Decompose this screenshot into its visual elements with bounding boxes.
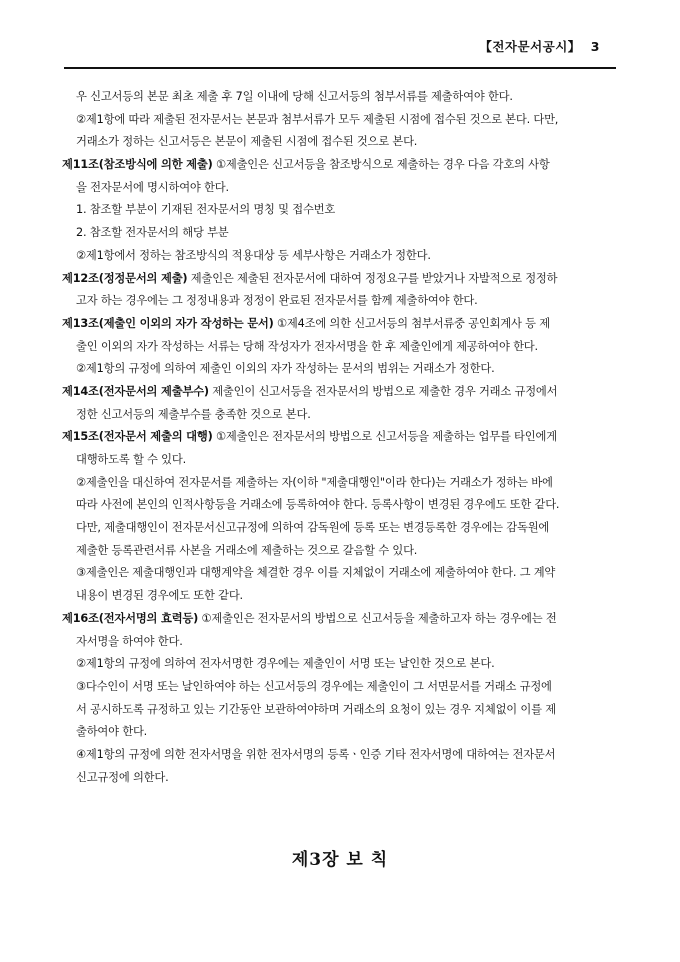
body-text: ①제출인은 전자문서의 방법으로 신고서등을 제출하고자 하는 경우에는 전 (198, 611, 557, 625)
body-line (62, 517, 618, 540)
article-title: 제16조(전자서명의 효력등) (62, 611, 199, 625)
article-title: 제11조(참조방식에 의한 제출) (62, 158, 213, 172)
body-line (62, 449, 618, 472)
article-heading-line (62, 313, 618, 336)
body-line (62, 767, 618, 790)
article-title: 제12조(정정문서의 제출) (62, 271, 188, 285)
running-header (479, 37, 600, 55)
body-line (62, 245, 618, 268)
body-line (62, 86, 618, 109)
article-heading-line (62, 426, 618, 449)
body-line (62, 109, 618, 132)
body-line (62, 540, 618, 563)
article-title: 제15조(전자문서 제출의 대행) (62, 430, 213, 444)
body-text: 1. 참조할 부분이 기재된 전자문서의 명칭 및 접수번호 (76, 203, 336, 217)
body-text: ④제1항의 규정에 의한 전자서명을 위한 전자서명의 등록ㆍ인증 기타 전자서명에 대하여는 전자문서 (76, 747, 556, 761)
document-body (62, 86, 618, 789)
body-line (62, 199, 618, 222)
body-text: 내용이 변경된 경우에도 또한 같다. (76, 589, 243, 603)
body-text: 따라 사전에 본인의 인적사항등을 거래소에 등록하여야 한다. 등록사항이 변경된 경우에도 또한 같다. (76, 498, 560, 512)
body-text: 출인 이외의 자가 작성하는 서류는 당해 작성자가 전자서명을 한 후 제출인에게 제공하여야 한다. (76, 339, 538, 353)
header-rule (64, 67, 616, 69)
chapter-heading: 제3장 보 칙 (291, 850, 389, 870)
body-text: 신고규정에 의한다. (76, 770, 169, 784)
body-text: 2. 참조할 전자문서의 해당 부분 (76, 226, 229, 240)
body-text: 정한 신고서등의 제출부수를 충족한 것으로 본다. (76, 407, 311, 421)
body-text: 대행하도록 할 수 있다. (76, 453, 186, 466)
body-text: 서 공시하도록 규정하고 있는 기간동안 보관하여야하며 거래소의 요청이 있는 경우 지체없이 이를 제 (76, 702, 556, 716)
body-text: ③제출인은 제출대행인과 대행계약을 체결한 경우 이를 지체없이 거래소에 제출하여야 한다. 그 계약 (76, 566, 556, 580)
article-title: 제13조(제출인 이외의 자가 작성하는 문서) (62, 316, 274, 330)
body-line (62, 404, 618, 427)
body-line (62, 336, 618, 359)
body-text: 을 전자문서에 명시하여야 한다. (76, 180, 229, 194)
article-heading-line (62, 381, 618, 404)
body-text: 자서명을 하여야 한다. (76, 634, 183, 648)
body-text: ①제출인은 전자문서의 방법으로 신고서등을 제출하는 업무를 타인에게 (212, 430, 557, 444)
body-text: 우 신고서등의 본문 최초 제출 후 7일 이내에 당해 신고서등의 첨부서류를 제출하여야 한다. (76, 90, 513, 103)
body-text: 거래소가 정하는 신고서등은 본문이 제출된 시점에 접수된 것으로 본다. (76, 135, 418, 149)
body-text: ①제출인은 신고서등을 참조방식으로 제출하는 경우 다음 각호의 사항 (212, 158, 550, 172)
body-line (62, 177, 618, 200)
body-text: 제출인은 제출된 전자문서에 대하여 정정요구를 받았거나 자발적으로 정정하 (187, 271, 558, 285)
article-heading-line (62, 268, 618, 291)
body-line (62, 358, 618, 381)
body-text: 다만, 제출대행인이 전자문서신고규정에 의하여 감독원에 등록 또는 변경등록한 경우에는 감독원에 (76, 521, 550, 535)
body-line (62, 472, 618, 495)
body-line (62, 562, 618, 585)
body-text: ①제4조에 의한 신고서등의 첨부서류중 공인회계사 등 제 (273, 316, 550, 330)
article-heading-line (62, 154, 618, 177)
body-line (62, 131, 618, 154)
body-line (62, 631, 618, 654)
body-text: ②제1항에 따라 제출된 전자문서는 본문과 첨부서류가 모두 제출된 시점에 접수된 것으로 본다. 다만, (76, 112, 559, 126)
body-text: 출하여야 한다. (76, 725, 148, 739)
body-text: 제출인이 신고서등을 전자문서의 방법으로 제출한 경우 거래소 규정에서 (208, 384, 558, 398)
article-title: 제14조(전자문서의 제출부수) (62, 384, 209, 398)
body-text: ②제1항의 규정에 의하여 제출인 이외의 자가 작성하는 문서의 범위는 거래소가 정한다. (76, 362, 495, 376)
body-text: 제출한 등록관련서류 사본을 거래소에 제출하는 것으로 갈음할 수 있다. (76, 543, 418, 557)
body-line (62, 744, 618, 767)
body-line (62, 676, 618, 699)
body-line (62, 653, 618, 676)
body-text: ②제1항의 규정에 의하여 전자서명한 경우에는 제출인이 서명 또는 날인한 것으로 본다. (76, 657, 495, 671)
body-text: ③다수인이 서명 또는 날인하여야 하는 신고서등의 경우에는 제출인이 그 서면문서를 거래소 규정에 (76, 679, 552, 693)
body-line (62, 494, 618, 517)
page-number: 3 (590, 39, 600, 54)
body-line (62, 222, 618, 245)
article-heading-line (62, 608, 618, 631)
body-text: ②제출인을 대신하여 전자문서를 제출하는 자(이하 "제출대행인"이라 한다)는 거래소가 정하는 바에 (76, 475, 553, 489)
body-line (62, 721, 618, 744)
running-header-title: 【전자문서공시】 (479, 39, 581, 54)
body-line (62, 290, 618, 313)
body-line (62, 699, 618, 722)
body-text: 고자 하는 경우에는 그 정정내용과 정정이 완료된 전자문서를 함께 제출하여야 한다. (76, 294, 478, 308)
body-text: ②제1항에서 정하는 참조방식의 적용대상 등 세부사항은 거래소가 정한다. (76, 248, 431, 262)
body-line (62, 585, 618, 608)
